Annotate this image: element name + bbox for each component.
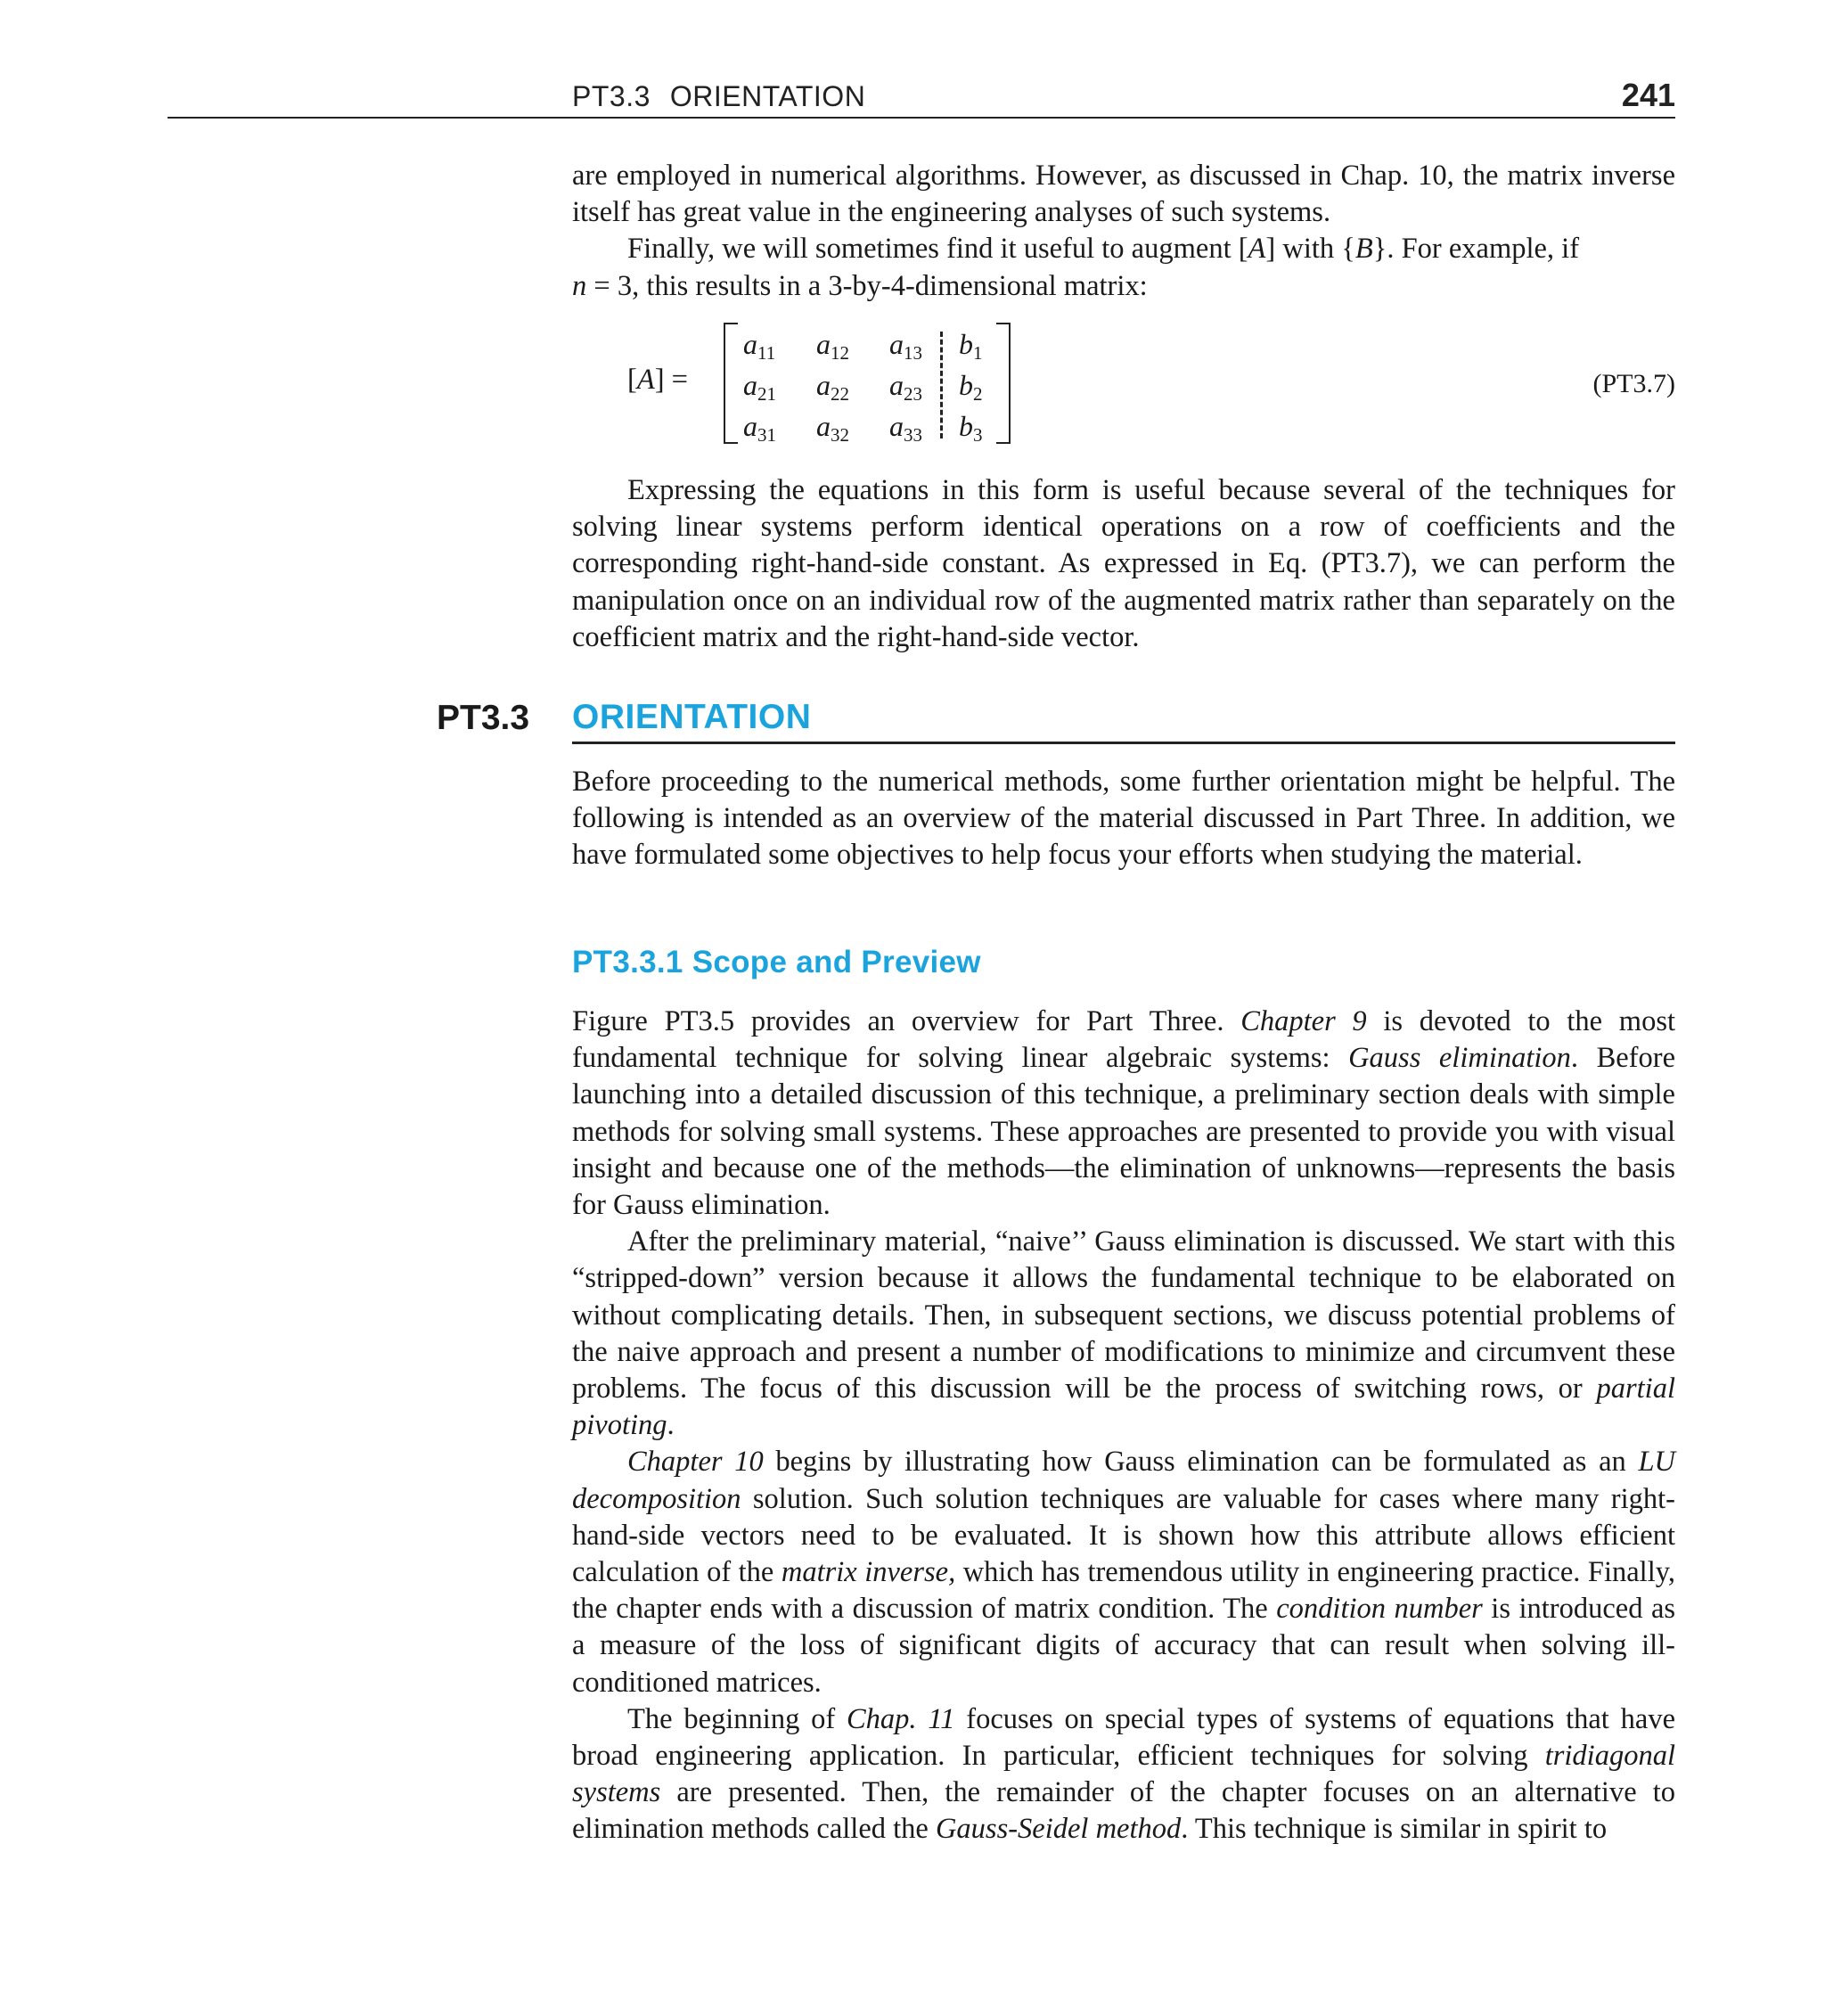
matrix-cell bbox=[889, 328, 922, 365]
matrix-cell-subscript: 11 bbox=[757, 342, 776, 364]
matrix-cell bbox=[816, 369, 849, 406]
emphasis: Gauss elimination bbox=[1348, 1042, 1571, 1075]
math-var: A bbox=[1248, 233, 1266, 266]
emphasis: Gauss-Seidel method bbox=[935, 1813, 1182, 1846]
text-run: ] with { bbox=[1265, 233, 1355, 266]
matrix-row bbox=[724, 410, 1011, 449]
matrix-cell-variable: a bbox=[816, 328, 831, 360]
matrix-cell bbox=[959, 369, 983, 406]
equation-lhs bbox=[627, 364, 688, 397]
matrix-cell-variable: a bbox=[816, 369, 831, 401]
matrix-cell-variable: a bbox=[743, 410, 757, 442]
matrix-cell-variable: a bbox=[889, 410, 904, 442]
section-intro-block bbox=[572, 764, 1675, 874]
subsection-paragraph-3 bbox=[572, 1444, 1675, 1700]
matrix-cell bbox=[959, 410, 983, 447]
text-run: Figure PT3.5 provides an overview for Part Three. bbox=[572, 1005, 1241, 1037]
matrix-cell-subscript: 1 bbox=[973, 342, 983, 364]
matrix-cell-variable: b bbox=[959, 328, 973, 360]
matrix-cell-subscript: 32 bbox=[831, 424, 849, 446]
emphasis: Chapter 9 bbox=[1240, 1005, 1367, 1037]
matrix-cell-subscript: 22 bbox=[831, 383, 849, 405]
subsection-paragraph-1 bbox=[572, 1004, 1675, 1224]
matrix-cell-subscript: 3 bbox=[973, 424, 983, 446]
text-run: are presented. Then, the remainder of the chapter focuses on an alternative to elimination methods called the bbox=[572, 1776, 1675, 1846]
emphasis: partial pivoting bbox=[572, 1373, 1675, 1442]
matrix-cell-subscript: 13 bbox=[904, 342, 922, 364]
text-run: begins by illustrating how Gauss elimination can be formulated as an bbox=[763, 1446, 1639, 1479]
emphasis: LU decomposition bbox=[572, 1446, 1675, 1515]
section-number: PT3.3 bbox=[437, 699, 530, 737]
emphasis: condition number bbox=[1276, 1593, 1483, 1626]
matrix-cell-variable: b bbox=[959, 369, 973, 401]
after-equation-paragraph: Expressing the equations in this form is useful because several of the techniques for solving linear systems perform identical operations on a row of coefficients and the corresponding right-hand-side constant. As expressed in Eq. (PT3.7), we can perform the manipulation once on an individual row of the augmented matrix rather than separately on the coefficient matrix and the right-hand-side vector. bbox=[572, 474, 1675, 653]
matrix-cell bbox=[959, 328, 983, 365]
text-run: = 3, this results in a 3-by-4-dimensional matrix: bbox=[586, 269, 1148, 302]
matrix-cell bbox=[743, 410, 776, 447]
intro-paragraph-1: are employed in numerical algorithms. However, as discussed in Chap. 10, the matrix inverse itself has great value in the engineering analyses of such systems. bbox=[572, 160, 1675, 229]
text-run: Finally, we will sometimes find it useful to augment [ bbox=[627, 233, 1248, 266]
subsection-title: PT3.3.1 Scope and Preview bbox=[572, 945, 981, 979]
matrix-cell bbox=[816, 328, 849, 365]
section-title: ORIENTATION bbox=[572, 698, 812, 736]
intro-paragraph-2 bbox=[572, 231, 1675, 304]
running-head-section-title: ORIENTATION bbox=[669, 80, 866, 112]
text-run: . This technique is similar in spirit to bbox=[1181, 1813, 1608, 1846]
subsection-paragraph-2 bbox=[572, 1224, 1675, 1444]
matrix-cell-subscript: 31 bbox=[757, 424, 776, 446]
text-run: focuses on special types of systems of equations that have broad engineering application. In particular, efficient techniques for solving bbox=[572, 1702, 1675, 1773]
matrix-cell-variable: a bbox=[816, 410, 831, 442]
math-var: A bbox=[636, 364, 655, 396]
matrix-cell-variable: a bbox=[889, 369, 904, 401]
text-run: which has tremendous utility in engineering practice. Finally, the chapter ends with a discussion of matrix condition. The bbox=[572, 1556, 1675, 1626]
matrix-row bbox=[724, 369, 1011, 408]
page-number: 241 bbox=[1621, 77, 1675, 113]
text-run: is devoted to the most fundamental technique for solving linear algebraic systems: bbox=[572, 1005, 1675, 1075]
section-rule bbox=[572, 742, 1675, 744]
after-equation-block bbox=[572, 472, 1675, 656]
text-run: . bbox=[667, 1409, 675, 1442]
matrix-cell-variable: a bbox=[743, 369, 757, 401]
matrix-cell-variable: a bbox=[743, 328, 757, 360]
equation-pt3-7 bbox=[572, 319, 1675, 447]
running-head-section-number: PT3.3 bbox=[572, 80, 651, 112]
bracket-close-equals: ] = bbox=[654, 364, 688, 396]
subsection-paragraph-4 bbox=[572, 1701, 1675, 1848]
augmented-matrix bbox=[724, 323, 1011, 444]
text-run: . Before launching into a detailed discussion of this technique, a preliminary section deals with simple methods for solving small systems. These approaches are presented to provide you with visual insight and because one of the methods—the elimination of unknowns—represents the basis for Gauss elimination. bbox=[572, 1042, 1675, 1222]
matrix-cell-subscript: 2 bbox=[973, 383, 983, 405]
matrix-cell-subscript: 21 bbox=[757, 383, 776, 405]
text-run: }. For example, if bbox=[1372, 233, 1580, 266]
subsection-body bbox=[572, 1004, 1675, 1848]
matrix-cell-subscript: 33 bbox=[904, 424, 922, 446]
matrix-cell-variable: b bbox=[959, 410, 973, 442]
running-head bbox=[572, 80, 865, 113]
bracket-open: [ bbox=[627, 364, 637, 396]
matrix-cell-subscript: 23 bbox=[904, 383, 922, 405]
emphasis: Chap. 11 bbox=[847, 1702, 955, 1735]
math-var: B bbox=[1354, 233, 1373, 266]
text-run: The beginning of bbox=[627, 1702, 847, 1735]
text-run: After the preliminary material, “naive’’ Gauss elimination is discussed. We start with this “stripped-down” version because it allows the fundamental technique to be elaborated on without complicating details. Then, in subsequent sections, we discuss potential problems of the naive approach and present a number of modifications to minimize and circumvent these problems. The focus of this discussion will be the process of switching rows, or bbox=[572, 1225, 1675, 1405]
header-rule bbox=[168, 117, 1675, 119]
text-run: is introduced as a measure of the loss of significant digits of accuracy that can result when solving ill-conditioned matrices. bbox=[572, 1593, 1676, 1699]
section-paragraph: Before proceeding to the numerical methods, some further orientation might be helpful. The following is intended as an overview of the material discussed in Part Three. In addition, we have formulated some objectives to help focus your efforts when studying the material. bbox=[572, 766, 1675, 872]
emphasis: matrix inverse, bbox=[781, 1556, 956, 1589]
text-run: solution. Such solution techniques are valuable for cases where many right-hand-side vectors need to be evaluated. It is shown how this attribute allows efficient calculation of the bbox=[572, 1482, 1675, 1589]
math-var: n bbox=[572, 269, 587, 302]
matrix-cell bbox=[743, 328, 775, 365]
matrix-row bbox=[724, 328, 1011, 367]
matrix-cell-subscript: 12 bbox=[831, 342, 849, 364]
matrix-cell-variable: a bbox=[889, 328, 904, 360]
equation-number: (PT3.7) bbox=[1592, 369, 1675, 398]
intro-block bbox=[572, 158, 1675, 305]
matrix-cell bbox=[889, 369, 922, 406]
emphasis: tridiagonal systems bbox=[572, 1740, 1675, 1809]
emphasis: Chapter 10 bbox=[627, 1446, 764, 1479]
matrix-cell bbox=[889, 410, 922, 447]
matrix-cell bbox=[743, 369, 776, 406]
matrix-cell bbox=[816, 410, 849, 447]
